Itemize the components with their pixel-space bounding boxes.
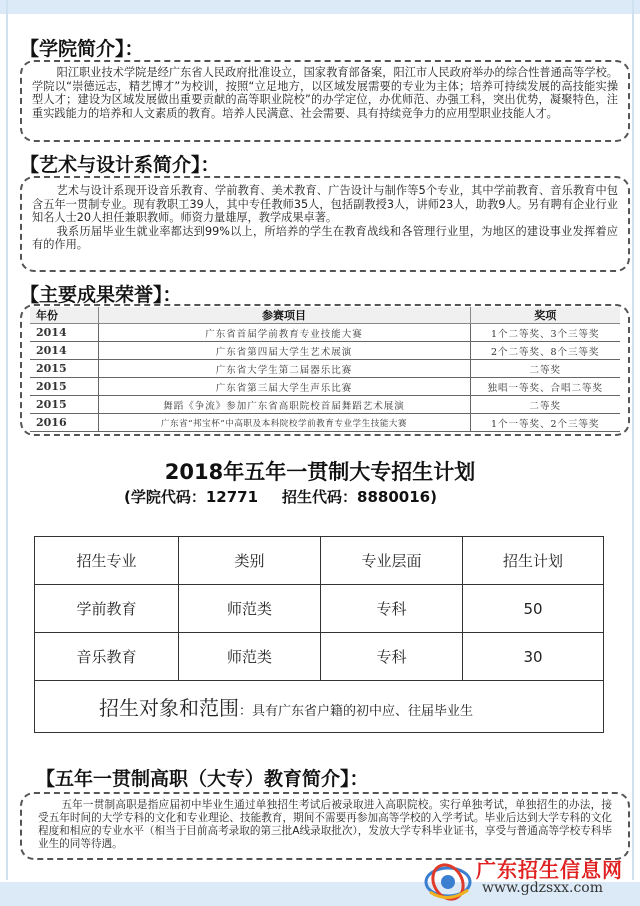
watermark-url: www.gdzsxx.com [482, 880, 604, 896]
plan-table [34, 536, 604, 733]
globe-logo-icon [420, 852, 480, 902]
table-row [35, 633, 604, 681]
five-year-intro-box [20, 792, 630, 860]
item-cell: 广东省首届学前教育专业技能大赛 [98, 324, 470, 342]
award-cell: 二等奖 [470, 360, 620, 378]
year-cell: 2014 [30, 342, 98, 360]
plan-title: 2018年五年一贯制大专招生计划 [164, 460, 476, 484]
quota-cell: 30 [463, 633, 604, 681]
dept-intro-paragraph-2: 我系历届毕业生就业率都达到99%以上，所培养的学生在教育战线和各管理行业里，为地区的建设事业发挥着应有的作用。 [32, 224, 618, 251]
scope-cell [35, 681, 604, 733]
dept-intro-heading: 【艺术与设计系简介】： [20, 154, 220, 176]
major-cell: 学前教育 [35, 585, 179, 633]
col-major: 招生专业 [35, 537, 179, 585]
col-quota: 招生计划 [463, 537, 604, 585]
item-cell: 舞蹈《争流》参加广东省高职院校首届舞蹈艺术展演 [98, 396, 470, 414]
col-category: 类别 [179, 537, 321, 585]
honors-heading: 【主要成果荣誉】： [20, 284, 182, 306]
year-cell: 2014 [30, 324, 98, 342]
award-cell: 1个一等奖、2个三等奖 [470, 414, 620, 432]
table-row [30, 378, 620, 396]
item-cell: 广东省大学生第二届器乐比赛 [98, 360, 470, 378]
col-item: 参赛项目 [98, 307, 470, 324]
college-intro-heading: 【学院简介】： [20, 38, 144, 60]
award-cell: 独唱一等奖、合唱二等奖 [470, 378, 620, 396]
school-code: (学院代码：12771 [124, 488, 259, 506]
item-cell: 广东省“邦宝杯”中高职及本科院校学前教育专业学生技能大赛 [98, 414, 470, 432]
dept-intro-paragraph-1: 艺术与设计系现开设音乐教育、学前教育、美术教育、广告设计与制作等5个专业，其中学前教育、音乐教育中包含五年一贯制专业。现有教职工39人，其中专任教师35人，包括副教授3人，讲师23人，助教9人。另有聘有企业行业知名人士20人担任兼职教师。师资力量雄厚，教学成果卓著。 [32, 184, 618, 224]
watermark-logo [420, 852, 636, 902]
award-cell: 1个二等奖、3个三等奖 [470, 324, 620, 342]
award-cell: 2个二等奖、8个三等奖 [470, 342, 620, 360]
honors-box [20, 304, 630, 436]
year-cell: 2015 [30, 378, 98, 396]
table-row [30, 342, 620, 360]
category-cell: 师范类 [179, 585, 321, 633]
scope-value: ：具有广东省户籍的初中应、往届毕业生 [239, 704, 474, 719]
major-cell: 音乐教育 [35, 633, 179, 681]
five-year-intro-heading: 【五年一贯制高职（大专）教育简介】： [36, 768, 369, 790]
table-row [30, 414, 620, 432]
award-cell: 二等奖 [470, 396, 620, 414]
five-year-intro-text: 五年一贯制高职是指应届初中毕业生通过单独招生考试后被录取进入高职院校。实行单独考试，单独招生的办法，接受五年时间的大学专科的文化和专业理论、技能教育，期间不需要再参加高等学校的入学考试。毕业后达到大学专科的文化程度和相应的专业水平（相当于目前高考录取的第三批A线录取批次），发放大学专科毕业证书，享受与普通高等学校专科毕业生的同等待遇。 [38, 799, 613, 850]
year-cell: 2016 [30, 414, 98, 432]
item-cell: 广东省第三届大学生声乐比赛 [98, 378, 470, 396]
honors-header-row [30, 307, 620, 324]
quota-cell: 50 [463, 585, 604, 633]
table-row [35, 585, 604, 633]
plan-codes [124, 486, 461, 507]
enroll-code: 招生代码：8880016) [282, 488, 437, 506]
plan-header-row [35, 537, 604, 585]
item-cell: 广东省第四届大学生艺术展演 [98, 342, 470, 360]
level-cell: 专科 [321, 633, 463, 681]
college-intro-text: 阳江职业技术学院是经广东省人民政府批准设立，国家教育部备案，阳江市人民政府举办的综合性普通高等学校。学院以“崇德远志，精艺博才”为校训，按照“立足地方，以区域发展需要的专业为主体；培养可持续发展的高技能实操型人才；建设为区域发展做出重要贡献的高等职业院校”的办学定位，办优师范、办强工科，突出优势，凝聚特色，注重实践能力的培养和人文素质的教育。培养人民满意、社会需要、具有持续竞争力的应用型职业技能人才。 [32, 66, 618, 120]
col-year: 年份 [30, 307, 98, 324]
scope-row [35, 681, 604, 733]
watermark-name: 广东招生信息网 [476, 858, 623, 882]
table-row [30, 360, 620, 378]
honors-table [30, 307, 620, 432]
year-cell: 2015 [30, 360, 98, 378]
category-cell: 师范类 [179, 633, 321, 681]
table-row [30, 324, 620, 342]
level-cell: 专科 [321, 585, 463, 633]
scope-label: 招生对象和范围 [99, 696, 239, 720]
dept-intro-box [20, 176, 630, 272]
table-row [30, 396, 620, 414]
col-award: 奖项 [470, 307, 620, 324]
col-level: 专业层面 [321, 537, 463, 585]
college-intro-box [20, 60, 630, 142]
year-cell: 2015 [30, 396, 98, 414]
